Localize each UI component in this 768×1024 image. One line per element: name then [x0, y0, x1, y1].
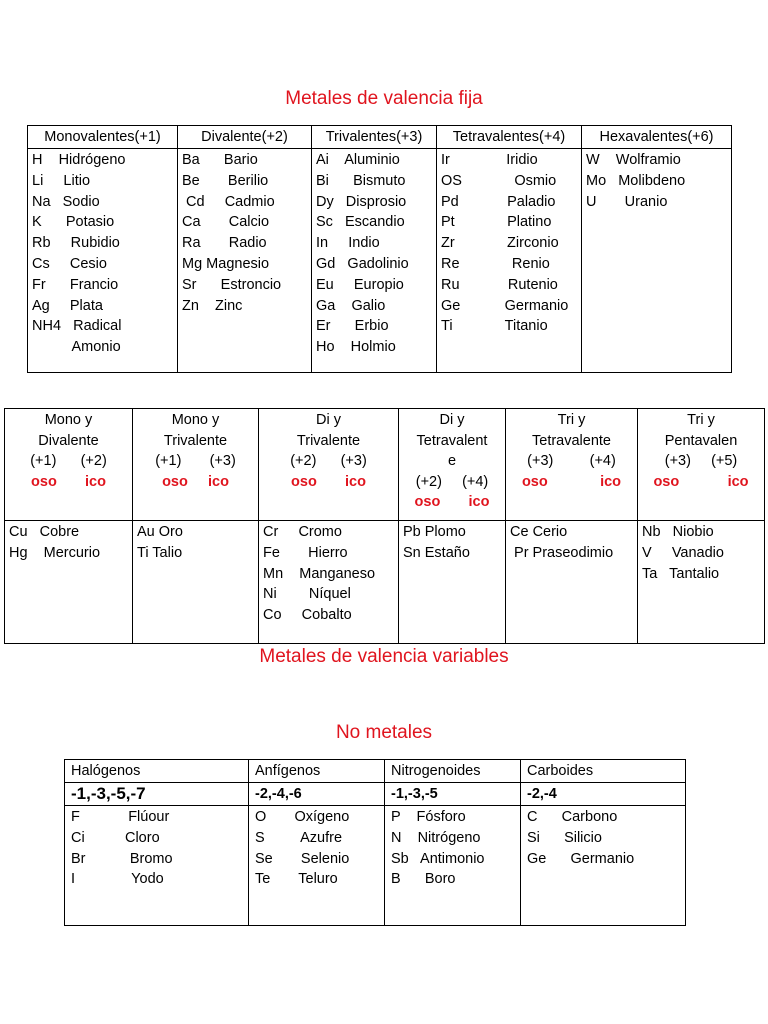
mono-trivalente-cell — [133, 521, 259, 644]
element-entry: Dy Disprosio — [316, 193, 407, 210]
hexavalentes-cell — [582, 149, 732, 373]
title-fixed-valence: Metales de valencia fija — [285, 88, 483, 109]
header-di-trivalente — [259, 409, 399, 521]
valence-numbers: (+1) (+2) — [30, 453, 107, 469]
di-trivalente-cell — [259, 521, 399, 644]
element-entry: F Flúour — [71, 809, 170, 825]
element-entry: Ge Germanio — [527, 850, 635, 867]
valence-numbers: (+3) (+4) — [527, 453, 616, 469]
element-entry: Er Erbio — [316, 318, 389, 335]
element-entry: Gd Gadolinio — [316, 255, 409, 272]
header-tri-tetravalente — [506, 409, 638, 521]
element-entry: Pd Paladio — [441, 193, 556, 210]
header-line: Trivalente — [296, 432, 361, 449]
header-line: Divalente — [38, 432, 99, 449]
element-entry: Ta Tantalio — [642, 565, 720, 582]
trivalentes-cell — [312, 149, 437, 373]
header-tetravalentes: Tetravalentes(+4) — [437, 126, 582, 149]
header-line: Tri y — [557, 412, 586, 428]
valence-carboides: -2,-4 — [521, 783, 686, 806]
element-entry: Ni Níquel — [263, 586, 351, 603]
element-entry: Na Sodio — [32, 193, 100, 210]
element-entry: H Hidrógeno — [32, 152, 126, 168]
element-entry: Ho Holmio — [316, 339, 396, 356]
header-tri-pentavalente — [638, 409, 765, 521]
element-entry: Ca Calcio — [182, 214, 270, 231]
element-entry: C Carbono — [527, 809, 618, 825]
nonmetals-body-row — [65, 806, 686, 926]
header-line: Tri y — [687, 412, 715, 428]
header-divalente: Divalente(+2) — [178, 126, 312, 149]
element-entry: Cs Cesio — [32, 255, 107, 272]
header-line: Di y — [439, 412, 465, 428]
valence-nitrogenoides: -1,-3,-5 — [385, 783, 521, 806]
header-carboides: Carboides — [521, 760, 686, 783]
header-mono-divalente — [5, 409, 133, 521]
element-entry: Sc Escandio — [316, 214, 405, 231]
divalente-cell — [178, 149, 312, 373]
element-entry: Re Renio — [441, 255, 550, 272]
element-entry: P Fósforo — [391, 809, 466, 825]
element-entry: OS Osmio — [441, 172, 557, 189]
element-entry: Ra Radio — [182, 235, 267, 252]
element-entry: Ru Rutenio — [441, 276, 558, 293]
element-entry: Ir Iridio — [441, 152, 538, 168]
valence-numbers: (+2) (+4) — [415, 473, 489, 490]
header-line: Di y — [316, 412, 341, 428]
element-entry: Co Cobalto — [263, 607, 352, 624]
element-entry: Ti Titanio — [441, 318, 548, 335]
title-variable-valence: Metales de valencia variables — [259, 646, 509, 667]
header-trivalentes: Trivalentes(+3) — [312, 126, 437, 149]
element-entry: Bi Bismuto — [316, 172, 406, 189]
header-halogenos: Halógenos — [65, 760, 249, 783]
suffix-oso-ico: oso ico — [291, 473, 366, 490]
header-line: Mono y — [171, 412, 220, 428]
element-entry: Hg Mercurio — [9, 544, 101, 561]
element-entry: Ti Talio — [137, 544, 183, 561]
suffix-oso-ico: oso ico — [521, 473, 622, 490]
element-entry: NH4 Radical — [32, 318, 122, 335]
element-entry: Zn Zinc — [182, 297, 243, 314]
valence-halogenos: -1,-3,-5,-7 — [65, 783, 249, 806]
nonmetals-valence-row — [65, 783, 686, 806]
halogenos-cell — [65, 806, 249, 926]
element-entry: Ba Bario — [182, 152, 258, 168]
element-entry: O Oxígeno — [255, 809, 350, 825]
variable-valence-body-row — [5, 521, 765, 644]
element-entry: Ce Cerio — [510, 524, 568, 540]
tri-tetravalente-cell — [506, 521, 638, 644]
tri-pentavalente-cell — [638, 521, 765, 644]
header-di-tetravalente — [399, 409, 506, 521]
fixed-valence-header-row — [28, 126, 732, 149]
element-entry: Pb Plomo — [403, 524, 466, 540]
nitrogenoides-cell — [385, 806, 521, 926]
element-entry: Ai Aluminio — [316, 152, 400, 168]
suffix-oso-ico: oso ico — [414, 494, 490, 510]
element-entry: Sn Estaño — [403, 544, 470, 561]
element-entry: V Vanadio — [642, 544, 724, 561]
element-entry: Ag Plata — [32, 297, 103, 314]
element-entry: Ga Galio — [316, 297, 386, 314]
header-line: Tetravalente — [532, 432, 611, 449]
element-entry: Mg Magnesio — [182, 255, 270, 272]
nonmetals-header-row — [65, 760, 686, 783]
suffix-oso-ico: oso ico — [31, 473, 106, 490]
valence-numbers: (+2) (+3) — [290, 453, 367, 469]
carboides-cell — [521, 806, 686, 926]
element-entry: Mn Manganeso — [263, 565, 376, 582]
title-nonmetals: No metales — [335, 722, 433, 743]
mono-divalente-cell — [5, 521, 133, 644]
header-anfigenos: Anfígenos — [249, 760, 385, 783]
element-entry: S Azufre — [255, 829, 343, 846]
element-entry: W Wolframio — [586, 152, 681, 168]
element-entry: Eu Europio — [316, 276, 404, 293]
element-entry: Mo Molibdeno — [586, 172, 686, 189]
element-entry: Te Teluro — [255, 871, 338, 888]
element-entry: Ci Cloro — [71, 829, 160, 846]
header-line: Mono y — [44, 412, 93, 428]
element-entry: Rb Rubidio — [32, 235, 120, 252]
valence-numbers: (+1) (+3) — [155, 453, 236, 469]
fixed-valence-table — [27, 125, 732, 373]
element-entry: Ge Germanio — [441, 297, 569, 314]
element-entry: Zr Zirconio — [441, 235, 559, 252]
header-line: Trivalente — [163, 432, 228, 449]
di-tetravalente-cell — [399, 521, 506, 644]
element-entry: U Uranio — [586, 193, 668, 210]
element-entry: Br Bromo — [71, 850, 173, 867]
fixed-valence-body-row — [28, 149, 732, 373]
element-entry: Si Silicio — [527, 829, 602, 846]
element-entry: Fr Francio — [32, 276, 119, 293]
element-entry: B Boro — [391, 871, 456, 888]
valence-anfigenos: -2,-4,-6 — [249, 783, 385, 806]
element-entry: Cu Cobre — [9, 524, 80, 540]
element-entry: Au Oro — [137, 524, 183, 540]
element-entry: In Indio — [316, 235, 380, 252]
element-entry: K Potasio — [32, 214, 115, 231]
valence-numbers: (+3) (+5) — [664, 453, 738, 469]
header-nitrogenoides: Nitrogenoides — [385, 760, 521, 783]
variable-valence-header-row — [5, 409, 765, 521]
suffix-oso-ico: oso ico — [162, 473, 229, 490]
header-line: e — [447, 453, 457, 469]
header-hexavalentes: Hexavalentes(+6) — [582, 126, 732, 149]
element-entry: Nb Niobio — [642, 524, 714, 540]
element-entry: Fe Hierro — [263, 544, 348, 561]
element-entry: Be Berilio — [182, 172, 269, 189]
anfigenos-cell — [249, 806, 385, 926]
tetravalentes-cell — [437, 149, 582, 373]
header-monovalentes: Monovalentes(+1) — [28, 126, 178, 149]
element-entry: Cr Cromo — [263, 524, 342, 540]
element-entry: Li Litio — [32, 172, 91, 189]
element-entry: Pr Praseodimio — [510, 544, 614, 561]
header-mono-trivalente — [133, 409, 259, 521]
element-entry: Cd Cadmio — [182, 193, 275, 210]
header-line: Pentavalen — [664, 432, 738, 449]
element-entry: Amonio — [32, 339, 121, 356]
element-entry: I Yodo — [71, 871, 164, 888]
nonmetals-table — [64, 759, 686, 926]
header-line: Tetravalent — [416, 432, 488, 449]
element-entry: Se Selenio — [255, 850, 350, 867]
monovalentes-cell — [28, 149, 178, 373]
element-entry: Sb Antimonio — [391, 850, 485, 867]
element-entry: N Nitrógeno — [391, 829, 481, 846]
element-entry: Pt Platino — [441, 214, 552, 231]
variable-valence-table — [4, 408, 765, 644]
element-entry: Sr Estroncio — [182, 276, 282, 293]
suffix-oso-ico: oso ico — [653, 473, 749, 490]
